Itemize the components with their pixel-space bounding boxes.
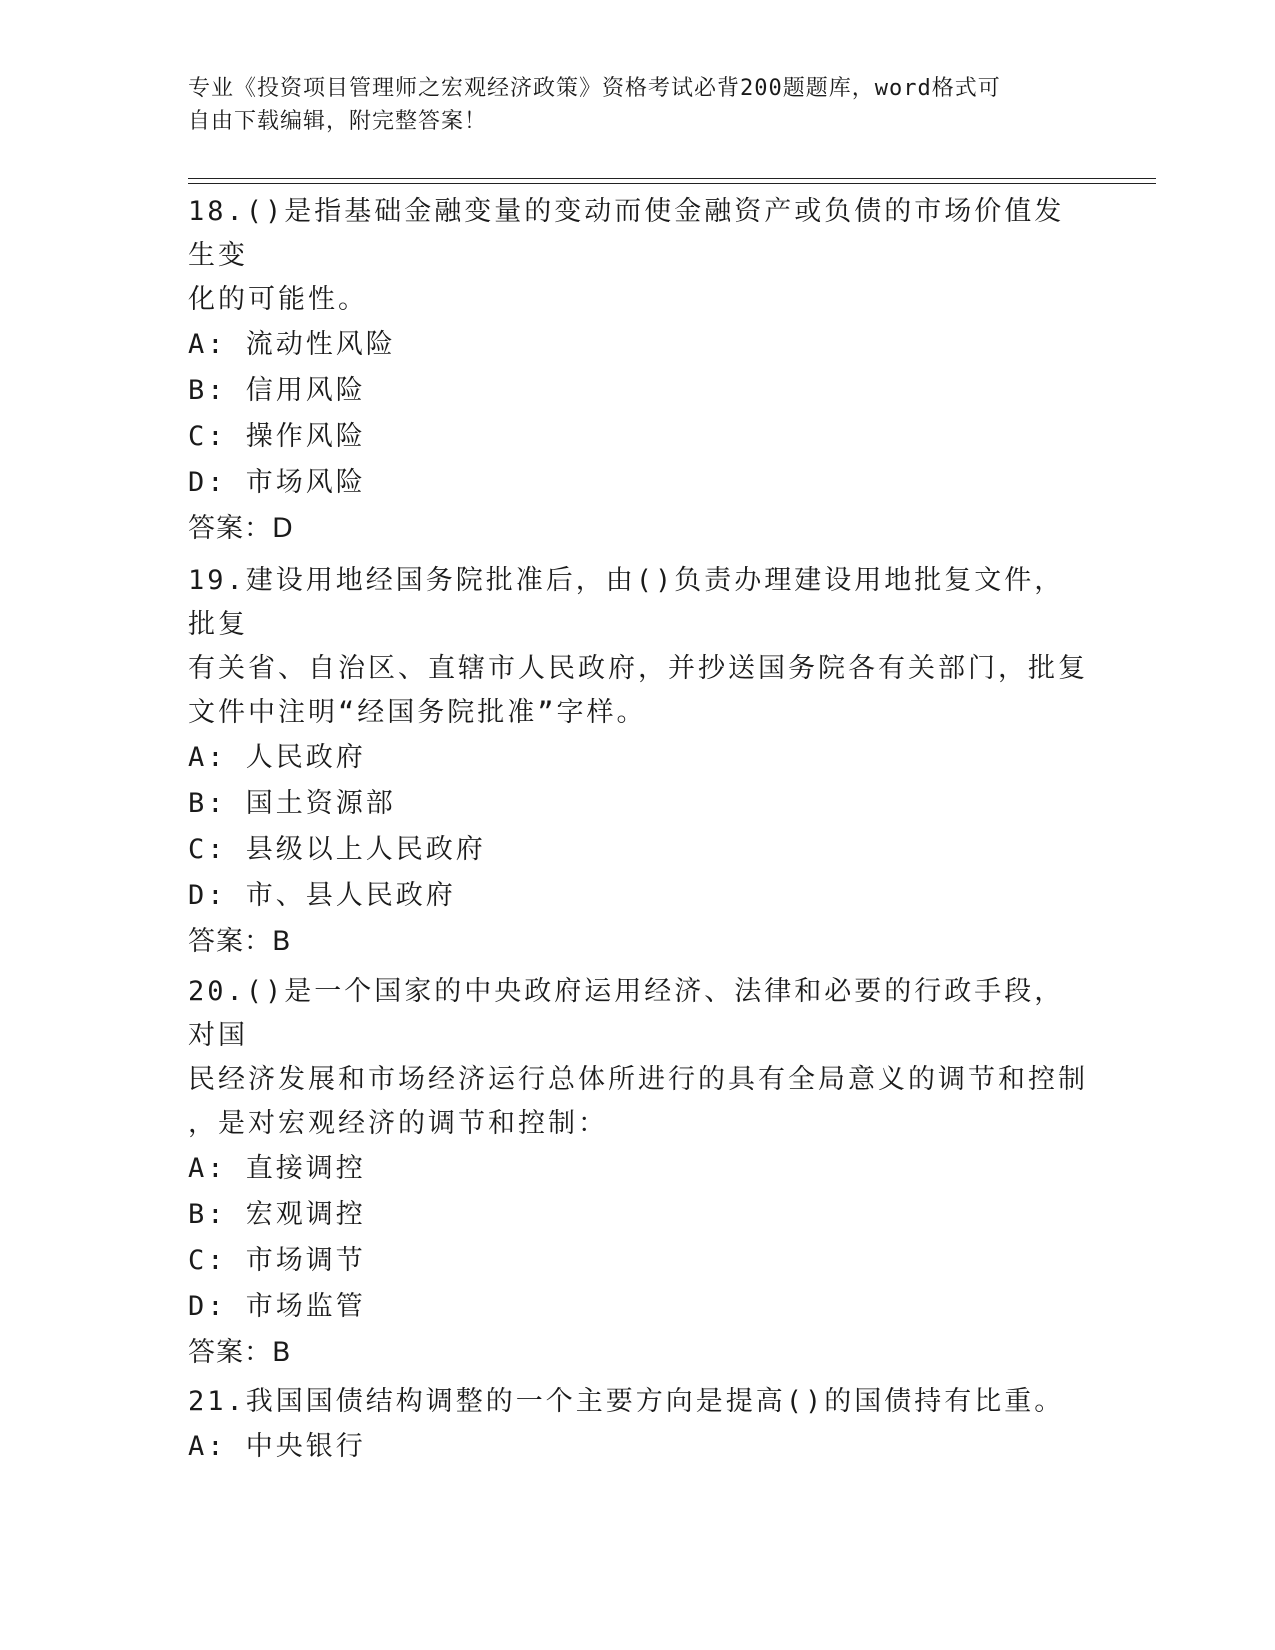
document-header [188, 72, 1068, 138]
question-text [188, 190, 1088, 322]
option-d: D: 市场监管 [188, 1291, 366, 1322]
question-text [188, 559, 1088, 735]
question-18 [188, 190, 1088, 552]
question-text-line: 民经济发展和市场经济运行总体所进行的具有全局意义的调节和控制 [188, 1064, 1088, 1095]
answer: 答案：B [188, 1337, 292, 1368]
header-divider-bottom [188, 183, 1156, 184]
question-text-line: 18.()是指基础金融变量的变动而使金融资产或负债的市场价值发生变 [188, 196, 1065, 271]
option-d: D: 市、县人民政府 [188, 880, 456, 911]
option-a: A: 直接调控 [188, 1153, 366, 1184]
question-text-line: ，是对宏观经济的调节和控制： [188, 1108, 608, 1139]
option-a: A: 流动性风险 [188, 329, 396, 360]
option-b: B: 宏观调控 [188, 1199, 366, 1230]
header-line-2: 自由下载编辑，附完整答案！ [188, 109, 488, 134]
question-text-line: 19.建设用地经国务院批准后，由()负责办理建设用地批复文件，批复 [188, 565, 1065, 640]
option-a: A: 中央银行 [188, 1431, 366, 1462]
header-line-1: 专业《投资项目管理师之宏观经济政策》资格考试必背200题题库，word格式可 [188, 76, 1001, 101]
option-b: B: 国土资源部 [188, 788, 396, 819]
answer: 答案：D [188, 513, 294, 544]
option-c: C: 县级以上人民政府 [188, 834, 486, 865]
header-divider-top [188, 178, 1156, 179]
question-text-line: 20.()是一个国家的中央政府运用经济、法律和必要的行政手段，对国 [188, 976, 1065, 1051]
question-20 [188, 970, 1088, 1376]
option-c: C: 市场调节 [188, 1245, 366, 1276]
option-d: D: 市场风险 [188, 467, 366, 498]
answer: 答案：B [188, 926, 292, 957]
question-text-line: 文件中注明“经国务院批准”字样。 [188, 697, 647, 728]
option-a: A: 人民政府 [188, 742, 366, 773]
question-text-line: 有关省、自治区、直辖市人民政府，并抄送国务院各有关部门，批复 [188, 653, 1088, 684]
question-19 [188, 559, 1088, 965]
question-text-line: 21.我国国债结构调整的一个主要方向是提高()的国债持有比重。 [188, 1386, 1065, 1417]
option-c: C: 操作风险 [188, 421, 366, 452]
question-text [188, 970, 1088, 1146]
question-21 [188, 1380, 1088, 1470]
option-b: B: 信用风险 [188, 375, 366, 406]
question-text-line: 化的可能性。 [188, 284, 368, 315]
question-text [188, 1380, 1088, 1424]
